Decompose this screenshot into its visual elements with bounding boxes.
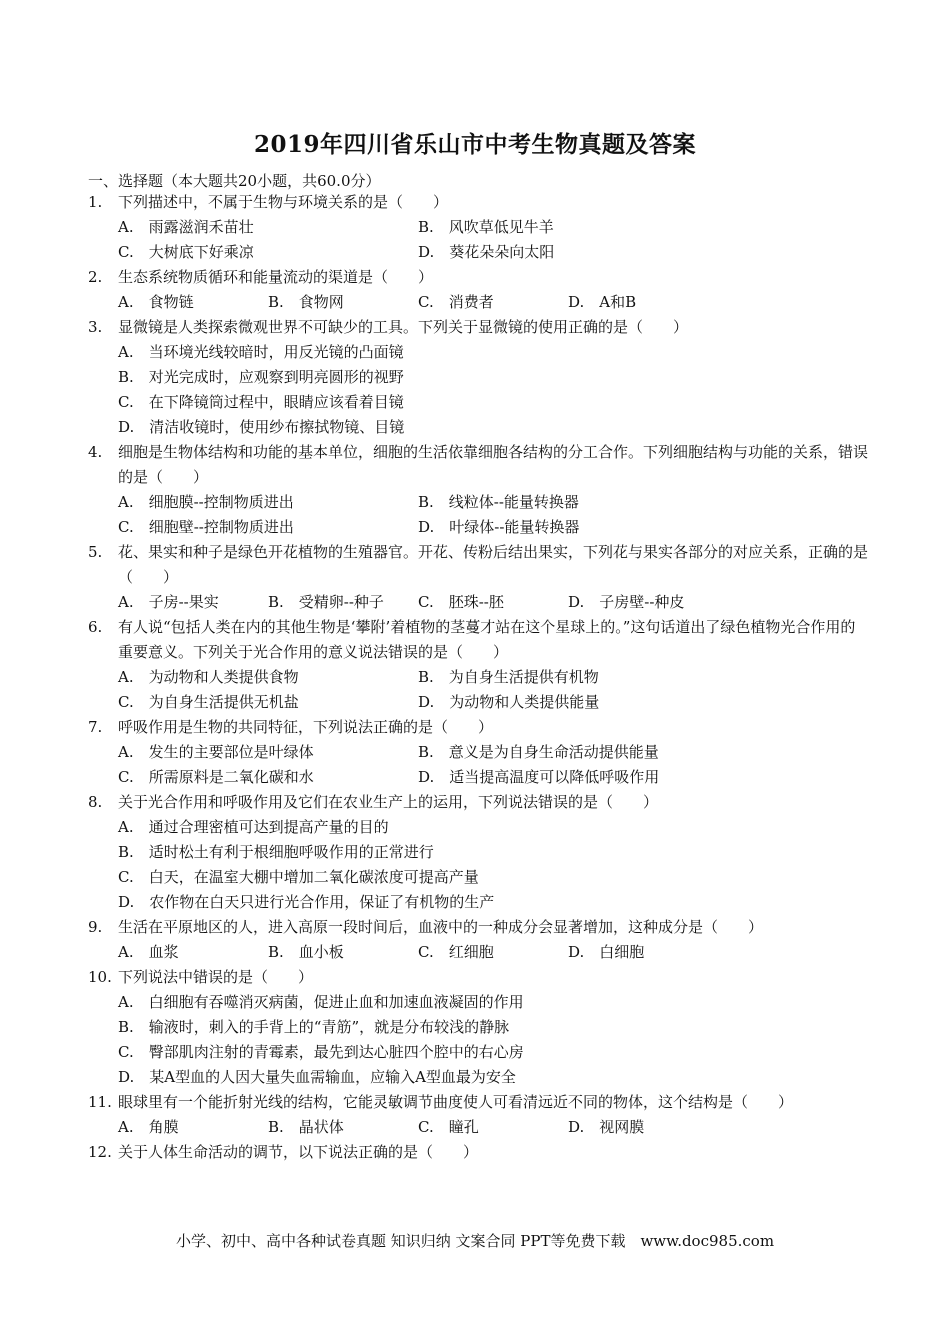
answer-option: C. 在下降镜筒过程中，眼睛应该看着目镜	[118, 393, 404, 411]
answer-option: D. A和B	[568, 293, 637, 311]
answer-option: D. 农作物在白天只进行光合作用，保证了有机物的生产	[118, 893, 495, 911]
answer-option: D. 适当提高温度可以降低呼吸作用	[418, 768, 660, 786]
answer-option: D. 清洁收镜时，使用纱布擦拭物镜、目镜	[118, 418, 405, 436]
question-text: 眼球里有一个能折射光线的结构，它能灵敏调节曲度使人可看清远近不同的物体，这个结构是（ ）	[118, 1093, 794, 1111]
question-text: 显微镜是人类探索微观世界不可缺少的工具。下列关于显微镜的使用正确的是（ ）	[118, 318, 689, 336]
page-title: 2019年四川省乐山市中考生物真题及答案	[253, 131, 696, 158]
question-stem	[88, 1140, 868, 1165]
section-heading: 一、选择题（本大题共20小题，共60.0分）	[88, 172, 381, 190]
answer-option: B. 对光完成时，应观察到明亮圆形的视野	[118, 368, 404, 386]
answer-option: B. 输液时，刺入的手背上的“青筋”，就是分布较浅的静脉	[118, 1018, 510, 1036]
question-text: 关于光合作用和呼吸作用及它们在农业生产上的运用，下列说法错误的是（ ）	[118, 793, 659, 811]
answer-option: C. 消费者	[418, 293, 494, 311]
question-stem	[88, 965, 868, 990]
question-item	[88, 1090, 868, 1140]
option-group	[88, 940, 868, 965]
option-group	[88, 340, 868, 440]
question-stem	[88, 265, 868, 290]
option-group	[88, 815, 868, 915]
answer-option: A. 细胞膜--控制物质进出	[118, 493, 294, 511]
question-number: 5.	[88, 543, 103, 561]
answer-option: A. 发生的主要部位是叶绿体	[118, 743, 314, 761]
answer-option: D. 葵花朵朵向太阳	[418, 243, 555, 261]
answer-option: D. 叶绿体--能量转换器	[418, 518, 580, 536]
question-list	[88, 190, 868, 1165]
question-item	[88, 540, 868, 615]
answer-option: A. 当环境光线较暗时，用反光镜的凸面镜	[118, 343, 404, 361]
question-text: 生态系统物质循环和能量流动的渠道是（ ）	[118, 268, 434, 286]
answer-option: B. 意义是为自身生命活动提供能量	[418, 743, 659, 761]
question-number: 11.	[88, 1093, 112, 1111]
answer-option: A. 食物链	[118, 293, 194, 311]
answer-option: B. 适时松土有利于根细胞呼吸作用的正常进行	[118, 843, 434, 861]
answer-option: B. 线粒体--能量转换器	[418, 493, 579, 511]
answer-option: B. 受精卵--种子	[268, 593, 384, 611]
answer-option: A. 通过合理密植可达到提高产量的目的	[118, 818, 389, 836]
answer-option: C. 白天，在温室大棚中增加二氧化碳浓度可提高产量	[118, 868, 479, 886]
answer-option: B. 血小板	[268, 943, 344, 961]
answer-option: C. 臀部肌肉注射的青霉素，最先到达心脏四个腔中的右心房	[118, 1043, 524, 1061]
answer-option: A. 雨露滋润禾苗壮	[118, 218, 254, 236]
answer-option: A. 血浆	[118, 943, 179, 961]
question-text: 有人说“包括人类在内的其他生物是‘攀附’着植物的茎蔓才站在这个星球上的。”这句话道出了绿色植物光合作用的重要意义。下列关于光合作用的意义说法错误的是（ ）	[118, 618, 856, 661]
question-text: 呼吸作用是生物的共同特征，下列说法正确的是（ ）	[118, 718, 494, 736]
answer-option: A. 角膜	[118, 1118, 179, 1136]
option-group	[88, 215, 868, 265]
question-stem	[88, 540, 868, 590]
question-number: 1.	[88, 193, 103, 211]
answer-option: B. 食物网	[268, 293, 344, 311]
option-group	[88, 665, 868, 715]
question-number: 6.	[88, 618, 103, 636]
question-text: 关于人体生命活动的调节，以下说法正确的是（ ）	[118, 1143, 479, 1161]
answer-option: A. 子房--果实	[118, 593, 219, 611]
question-number: 8.	[88, 793, 103, 811]
answer-option: D. 白细胞	[568, 943, 645, 961]
question-item	[88, 965, 868, 1090]
option-group	[88, 290, 868, 315]
footer-note: 小学、初中、高中各种试卷真题 知识归纳 文案合同 PPT等免费下载 www.doc985.com	[175, 1232, 775, 1250]
answer-option: B. 为自身生活提供有机物	[418, 668, 599, 686]
answer-option: A. 白细胞有吞噬消灭病菌，促进止血和加速血液凝固的作用	[118, 993, 524, 1011]
question-stem	[88, 915, 868, 940]
answer-option: D. 视网膜	[568, 1118, 645, 1136]
question-stem	[88, 715, 868, 740]
answer-option: B. 风吹草低见牛羊	[418, 218, 554, 236]
question-number: 7.	[88, 718, 103, 736]
question-item	[88, 190, 868, 265]
question-item	[88, 1140, 868, 1165]
option-group	[88, 490, 868, 540]
question-number: 12.	[88, 1143, 112, 1161]
answer-option: A. 为动物和人类提供食物	[118, 668, 299, 686]
answer-option: C. 大树底下好乘凉	[118, 243, 254, 261]
answer-option: D. 子房壁--种皮	[568, 593, 685, 611]
question-stem	[88, 440, 868, 490]
question-text: 下列说法中错误的是（ ）	[118, 968, 314, 986]
answer-option: C. 为自身生活提供无机盐	[118, 693, 299, 711]
answer-option: D. 某A型血的人因大量失血需输血，应输入A型血最为安全	[118, 1068, 516, 1086]
question-number: 9.	[88, 918, 103, 936]
question-item	[88, 615, 868, 715]
question-number: 2.	[88, 268, 103, 286]
question-item	[88, 790, 868, 915]
answer-option: C. 红细胞	[418, 943, 494, 961]
question-stem	[88, 190, 868, 215]
question-stem	[88, 315, 868, 340]
question-stem	[88, 790, 868, 815]
question-text: 下列描述中，不属于生物与环境关系的是（ ）	[118, 193, 449, 211]
question-item	[88, 440, 868, 540]
question-number: 3.	[88, 318, 103, 336]
answer-option: B. 晶状体	[268, 1118, 344, 1136]
answer-option: C. 细胞壁--控制物质进出	[118, 518, 294, 536]
option-group	[88, 990, 868, 1090]
question-item	[88, 915, 868, 965]
answer-option: C. 瞳孔	[418, 1118, 479, 1136]
question-text: 花、果实和种子是绿色开花植物的生殖器官。开花、传粉后结出果实，下列花与果实各部分的对应关系，正确的是（ ）	[118, 543, 869, 586]
option-group	[88, 590, 868, 615]
question-item	[88, 265, 868, 315]
question-item	[88, 315, 868, 440]
option-group	[88, 740, 868, 790]
question-stem	[88, 615, 868, 665]
question-text: 生活在平原地区的人，进入高原一段时间后，血液中的一种成分会显著增加，这种成分是（ ）	[118, 918, 764, 936]
option-group	[88, 1115, 868, 1140]
answer-option: C. 所需原料是二氧化碳和水	[118, 768, 314, 786]
question-number: 4.	[88, 443, 103, 461]
question-number: 10.	[88, 968, 112, 986]
question-stem	[88, 1090, 868, 1115]
answer-option: D. 为动物和人类提供能量	[418, 693, 600, 711]
question-text: 细胞是生物体结构和功能的基本单位，细胞的生活依靠细胞各结构的分工合作。下列细胞结构与功能的关系，错误的是（ ）	[118, 443, 869, 486]
question-item	[88, 715, 868, 790]
answer-option: C. 胚珠--胚	[418, 593, 504, 611]
